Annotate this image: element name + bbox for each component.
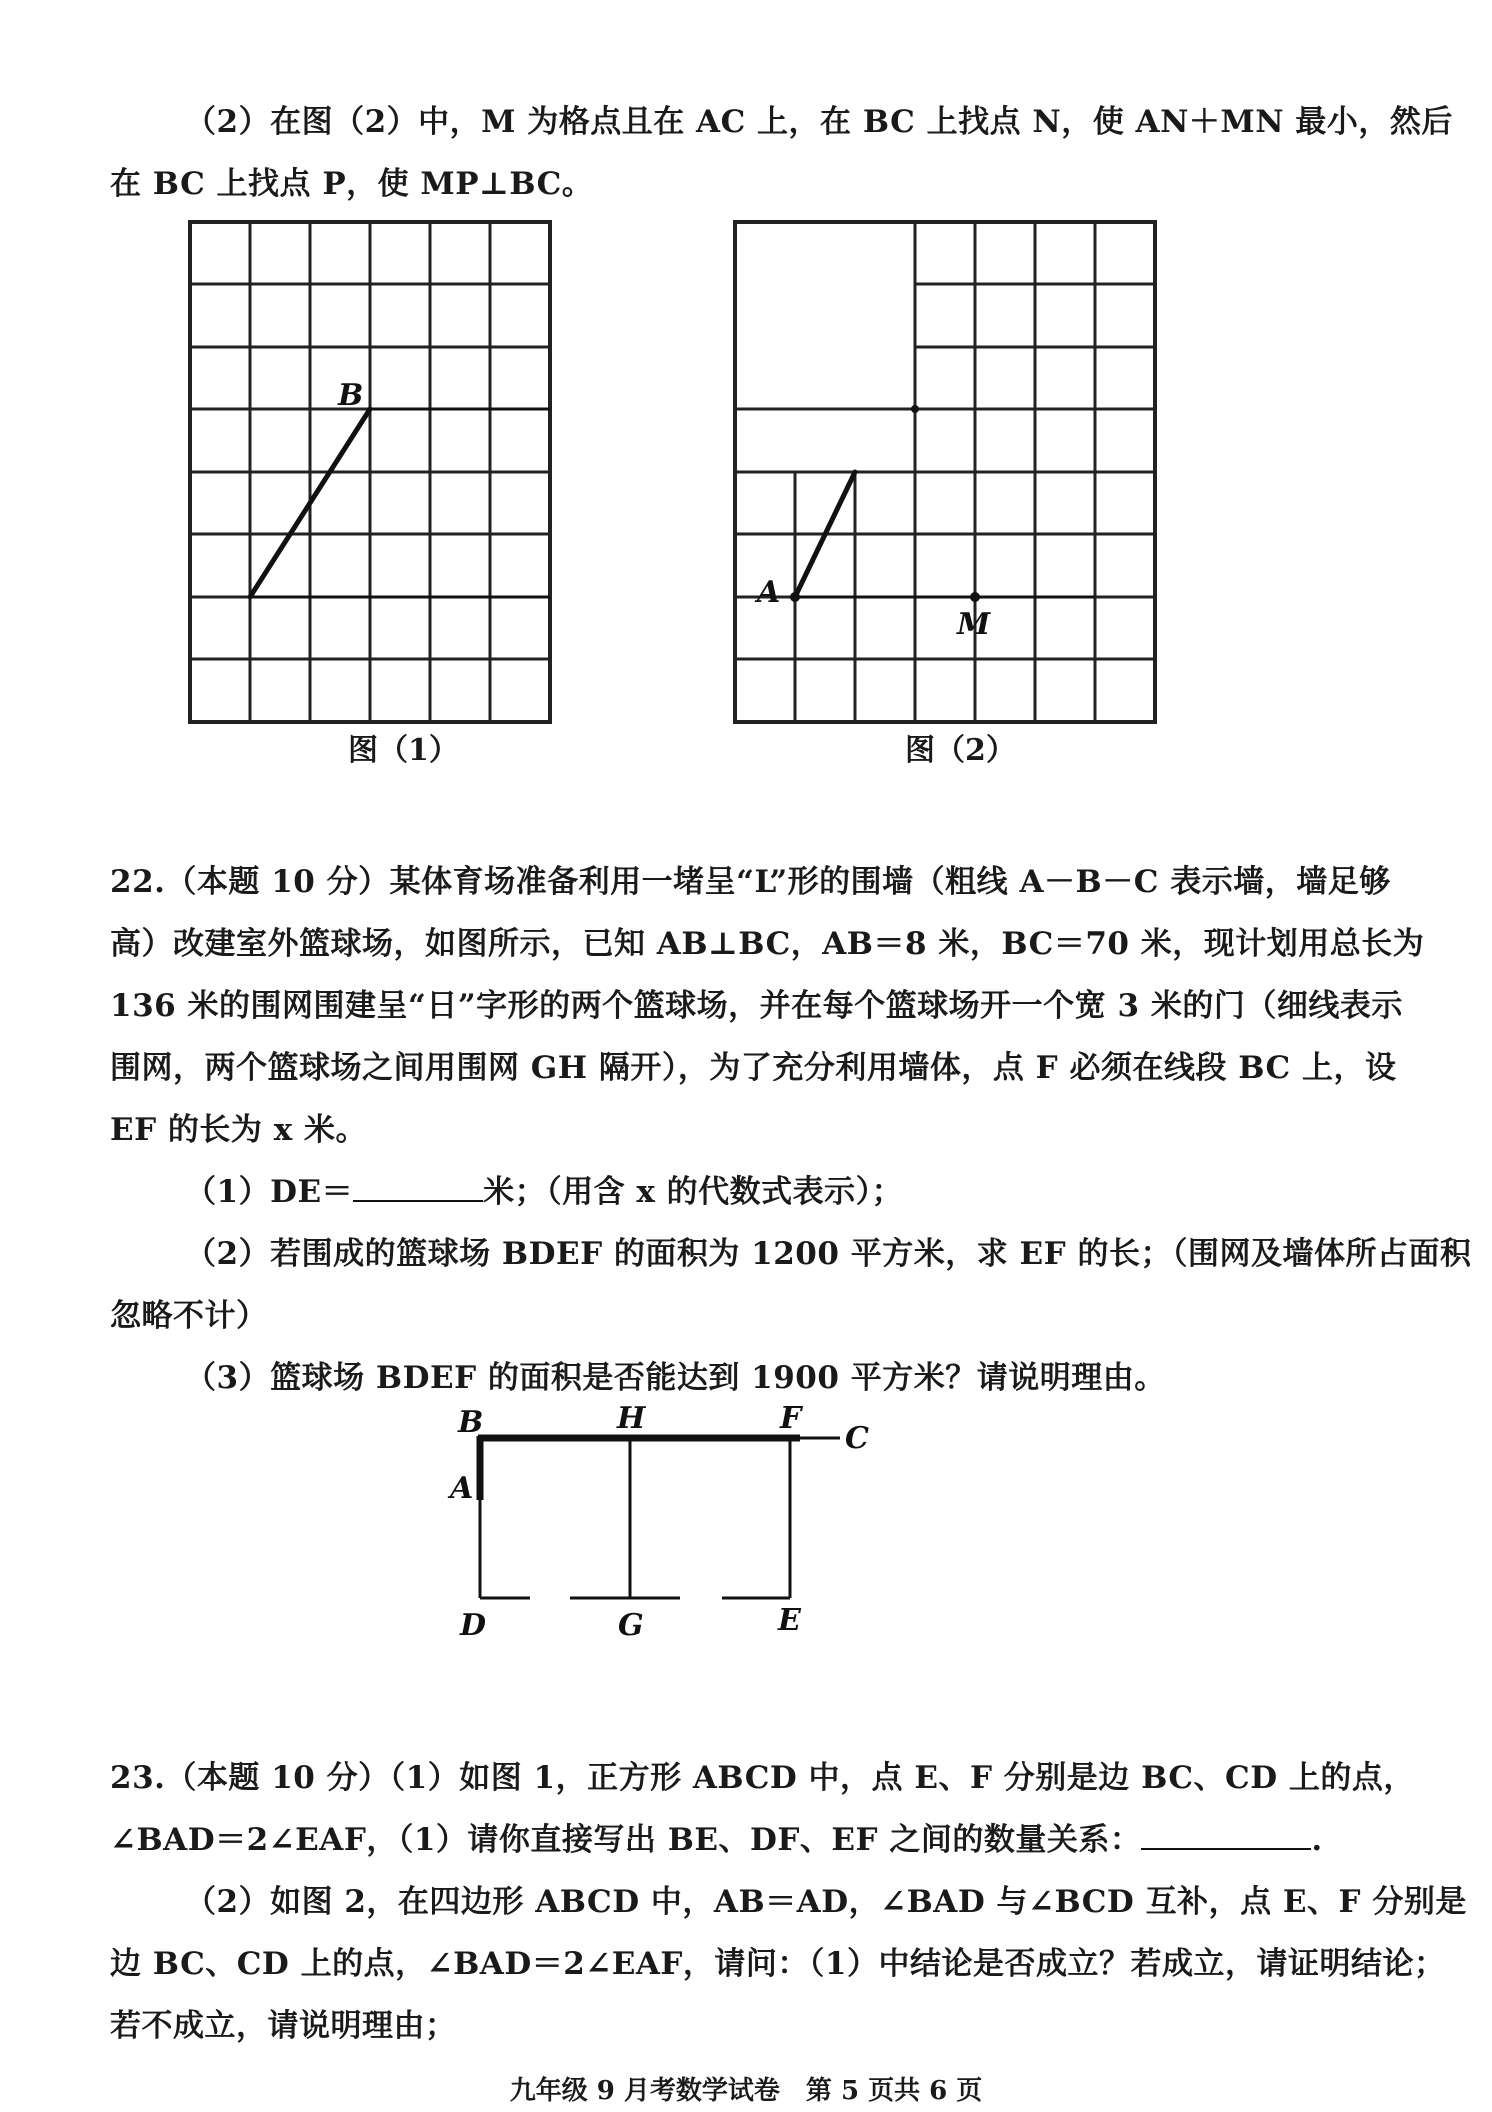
q23-line2-prefix: ∠BAD＝2∠EAF，（1）请你直接写出 BE、DF、EF 之间的数量关系：: [110, 1822, 1142, 1858]
label-e: E: [778, 1603, 801, 1638]
figure-2-label-a: A: [757, 575, 781, 610]
q22-sub2-line2: 忽略不计）: [110, 1298, 268, 1334]
q22-court-diagram: [440, 1400, 880, 1643]
label-g: G: [618, 1608, 644, 1643]
q21-part2-line2: 在 BC 上找点 P，使 MP⊥BC。: [110, 166, 594, 202]
figure-1-grid: [190, 222, 610, 742]
q23-line1: 23.（本题 10 分）（1）如图 1，正方形 ABCD 中，点 E、F 分别是边 BC、CD 上的点，: [110, 1760, 1415, 1796]
q22-sub1-answer-blank[interactable]: [353, 1170, 483, 1202]
figure-2-grid: [735, 222, 1155, 742]
figure-1-gridlines: [190, 222, 550, 722]
figure-2-point-a: [790, 592, 800, 602]
q22-sub1-prefix: （1）DE＝: [185, 1174, 354, 1210]
q22-line3: 136 米的围网围建呈“日”字形的两个篮球场，并在每个篮球场开一个宽 3 米的门（细线表示: [110, 988, 1403, 1024]
q22-line1: 22.（本题 10 分）某体育场准备利用一堵呈“L”形的围墙（粗线 A－B－C 表示墙，墙足够: [110, 864, 1391, 900]
q21-part2-line1: （2）在图（2）中，M 为格点且在 AC 上，在 BC 上找点 N，使 AN＋MN 最小，然后: [185, 104, 1453, 140]
q22-line2: 高）改建室外篮球场，如图所示，已知 AB⊥BC，AB＝8 米，BC＝70 米，现计划用总长为: [110, 926, 1425, 962]
label-b: B: [458, 1405, 484, 1440]
q22-sub3: （3）篮球场 BDEF 的面积是否能达到 1900 平方米？请说明理由。: [185, 1360, 1166, 1396]
label-h: H: [617, 1401, 646, 1436]
q22-line5: EF 的长为 x 米。: [110, 1112, 367, 1148]
label-c: C: [845, 1421, 869, 1456]
label-f: F: [780, 1401, 802, 1436]
q23-answer-blank[interactable]: [1141, 1818, 1311, 1850]
q22-line4: 围网，两个篮球场之间用围网 GH 隔开），为了充分利用墙体，点 F 必须在线段 BC 上，设: [110, 1050, 1397, 1086]
figure-1-caption: 图（1）: [348, 733, 459, 768]
q22-sub1: [185, 1170, 1382, 1214]
q22-sub2-line1: （2）若围成的篮球场 BDEF 的面积为 1200 平方米，求 EF 的长；（围网及墙体所占面积: [185, 1236, 1472, 1272]
figure-2-caption: 图（2）: [905, 733, 1016, 768]
q23-line3: （2）如图 2，在四边形 ABCD 中，AB＝AD，∠BAD 与∠BCD 互补，点 E、F 分别是: [185, 1884, 1467, 1920]
figure-1-label-b: B: [338, 378, 364, 413]
q23-line5: 若不成立，请说明理由；: [110, 2008, 457, 2044]
q23-line4: 边 BC、CD 上的点，∠BAD＝2∠EAF，请问：（1）中结论是否成立？若成立，请证明结论；: [110, 1946, 1446, 1982]
q22-sub1-suffix: 米；（用含 x 的代数式表示）；: [483, 1174, 904, 1210]
label-d: D: [460, 1608, 487, 1643]
figure-2-label-m: M: [957, 607, 991, 642]
label-a: A: [450, 1471, 474, 1506]
figure-2-gridlines: [735, 222, 1155, 722]
figure-2-point-b: [911, 405, 919, 413]
figure-2-point-m: [970, 592, 980, 602]
q23-line2-suffix: .: [1311, 1822, 1323, 1858]
page-footer: 九年级 9 月考数学试卷 第 5 页共 6 页: [509, 2076, 983, 2106]
q23-line2: [110, 1818, 1382, 1862]
